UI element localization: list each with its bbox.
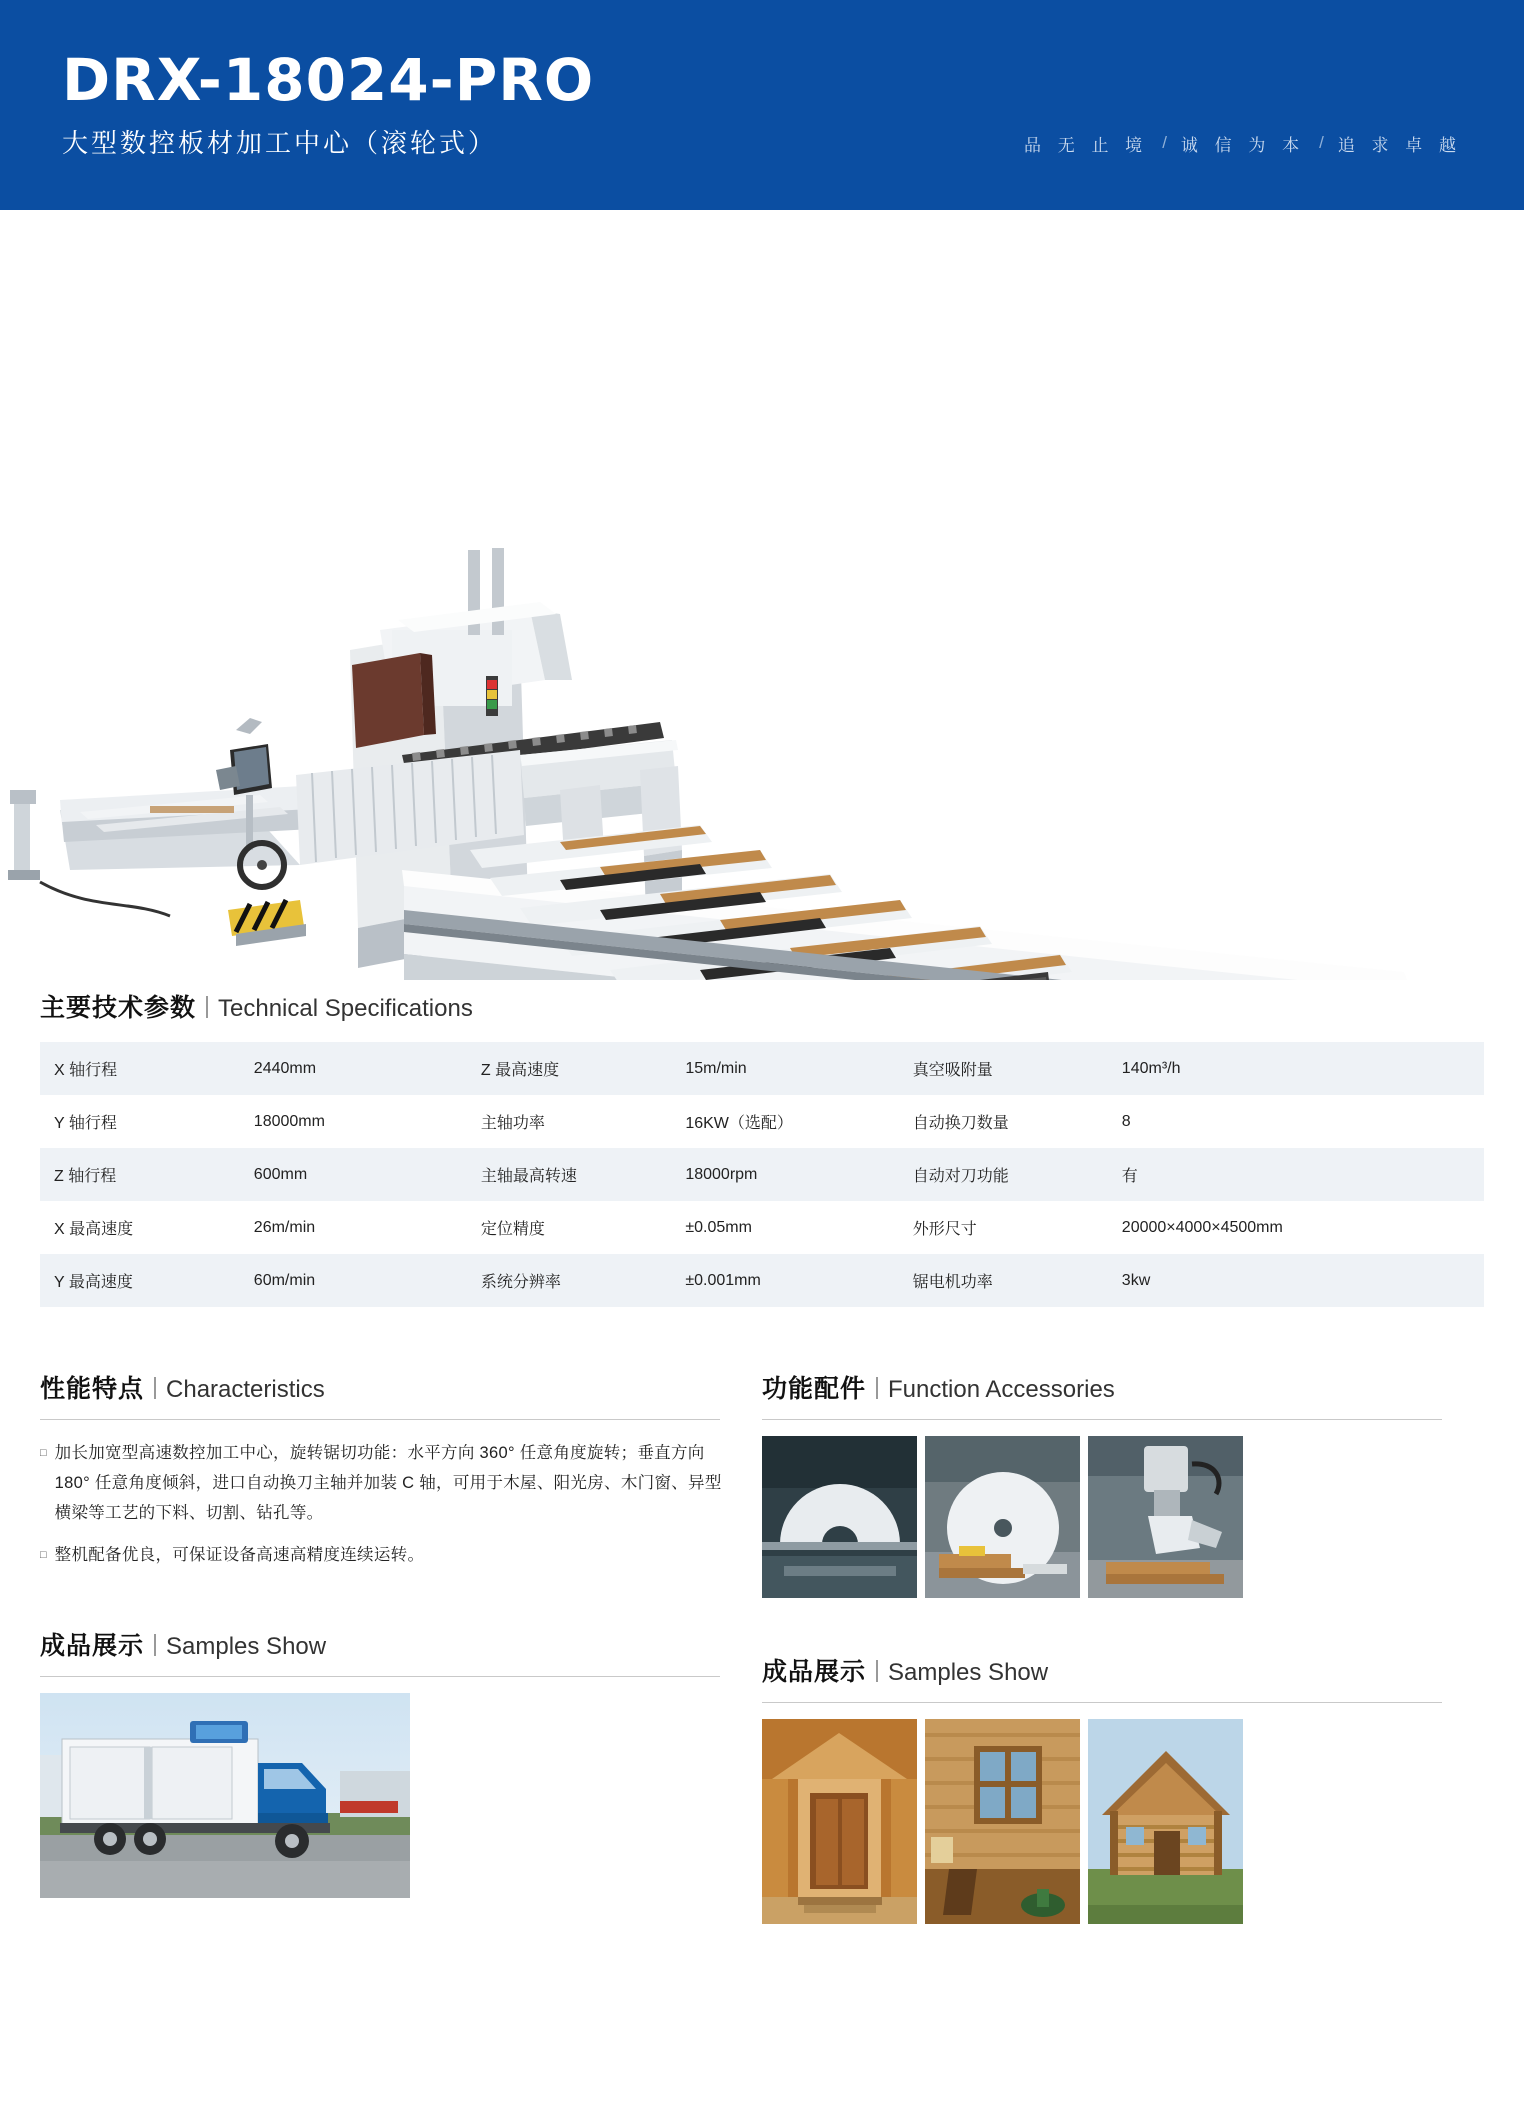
section-underline <box>40 1676 720 1677</box>
accessories-title <box>762 1369 1484 1405</box>
samples-left-title-cn: 成品展示 <box>40 1632 145 1660</box>
spec-label: Y 轴行程 <box>54 1115 117 1132</box>
spec-label: 外形尺寸 <box>912 1221 977 1238</box>
accessories-column <box>762 1369 1484 1924</box>
spec-label: X 轴行程 <box>54 1062 118 1079</box>
accessory-image-spindle-head <box>1088 1436 1243 1598</box>
bullet-square-icon: □ <box>40 1549 47 1561</box>
sample-image-truck <box>40 1693 410 1898</box>
spec-value: 20000×4000×4500mm <box>1121 1218 1283 1236</box>
spec-label: Y 最高速度 <box>54 1274 133 1291</box>
header-subrow <box>62 123 1462 160</box>
slogan-2: 诚 信 为 本 <box>1180 135 1306 155</box>
table-row <box>40 1254 1484 1307</box>
table-row <box>40 1201 1484 1254</box>
characteristics-title-en: Characteristics <box>166 1376 325 1403</box>
list-item <box>40 1438 722 1528</box>
table-row <box>40 1042 1484 1095</box>
characteristics-title <box>40 1369 762 1405</box>
samples-left-title-en: Samples Show <box>166 1633 327 1660</box>
spec-label: 系统分辨率 <box>480 1274 561 1291</box>
characteristics-column <box>40 1369 762 1924</box>
spec-value: 15m/min <box>685 1059 747 1077</box>
table-row <box>40 1148 1484 1201</box>
specs-title <box>0 988 1524 1024</box>
spec-label: 锯电机功率 <box>912 1274 993 1291</box>
spec-label: Z 最高速度 <box>480 1062 560 1079</box>
title-divider <box>154 1634 156 1656</box>
samples-right-image-row <box>762 1719 1484 1924</box>
samples-right-title <box>762 1652 1484 1688</box>
characteristic-text: 整机配备优良，可保证设备高速高精度连续运转。 <box>54 1546 425 1564</box>
machine-hero-image <box>0 210 1524 980</box>
sample-image-cabin-exterior <box>1088 1719 1243 1924</box>
samples-right-block <box>762 1652 1484 1924</box>
sample-image-cabin-interior <box>925 1719 1080 1924</box>
accessory-image-saw-blade-guard <box>762 1436 917 1598</box>
spec-value: 26m/min <box>253 1218 316 1236</box>
characteristic-text: 加长加宽型高速数控加工中心，旋转锯切功能：水平方向 360° 任意角度旋转；垂直方向 180° 任意角度倾斜，进口自动换刀主轴并加装 C 轴，可用于木屋、阳光房、木门窗、异型横梁等工艺的下料、切割、钻孔等。 <box>54 1444 722 1522</box>
section-underline <box>40 1419 720 1420</box>
accessories-title-en: Function Accessories <box>888 1376 1115 1403</box>
slogan-separator-2: / <box>1319 133 1324 153</box>
spec-value: 140m³/h <box>1121 1059 1181 1077</box>
samples-right-title-cn: 成品展示 <box>762 1658 867 1686</box>
title-divider <box>206 996 208 1018</box>
spec-label: X 最高速度 <box>54 1221 134 1238</box>
characteristics-title-cn: 性能特点 <box>40 1375 145 1403</box>
samples-left-title <box>40 1626 762 1662</box>
title-divider <box>876 1377 878 1399</box>
title-divider <box>154 1377 156 1399</box>
header-subtitle: 大型数控板材加工中心（滚轮式） <box>62 127 498 158</box>
spec-value: 600mm <box>253 1165 308 1183</box>
page-header <box>0 0 1524 210</box>
spec-value: 18000rpm <box>685 1165 758 1183</box>
spec-label: Z 轴行程 <box>54 1168 117 1185</box>
spec-value: 2440mm <box>253 1059 317 1077</box>
accessories-image-row <box>762 1436 1484 1598</box>
spec-value: 18000mm <box>253 1112 325 1130</box>
slogan-3: 追 求 卓 越 <box>1337 135 1462 155</box>
spec-value: ±0.05mm <box>685 1218 752 1236</box>
list-item <box>40 1540 722 1570</box>
slogan-1: 品 无 止 境 <box>1024 135 1149 155</box>
spec-value: 有 <box>1121 1168 1138 1185</box>
spec-label: 主轴功率 <box>480 1115 545 1132</box>
samples-right-title-en: Samples Show <box>888 1659 1049 1686</box>
section-underline <box>762 1419 1442 1420</box>
spec-value: 16KW（选配） <box>685 1115 793 1132</box>
specs-title-cn: 主要技术参数 <box>40 994 197 1022</box>
sample-image-wooden-door <box>762 1719 917 1924</box>
spec-value: 60m/min <box>253 1271 316 1289</box>
page-title: DRX-18024-PRO <box>62 46 595 115</box>
header-slogans <box>1024 131 1462 160</box>
spec-label: 自动对刀功能 <box>912 1168 1009 1185</box>
section-underline <box>762 1702 1442 1703</box>
specs-title-en: Technical Specifications <box>218 995 473 1022</box>
spec-label: 真空吸附量 <box>912 1062 993 1079</box>
bullet-square-icon: □ <box>40 1447 47 1459</box>
samples-left-block <box>40 1626 762 1898</box>
spec-label: 定位精度 <box>480 1221 545 1238</box>
specs-table <box>40 1042 1484 1307</box>
bottom-columns <box>0 1369 1524 1924</box>
spec-value: ±0.001mm <box>685 1271 761 1289</box>
spec-value: 3kw <box>1121 1271 1151 1289</box>
spec-label: 主轴最高转速 <box>480 1168 577 1185</box>
accessories-title-cn: 功能配件 <box>762 1375 867 1403</box>
characteristics-list <box>40 1438 762 1570</box>
spec-value: 8 <box>1121 1112 1131 1130</box>
table-row <box>40 1095 1484 1148</box>
specs-table-wrap <box>0 1042 1524 1307</box>
accessory-image-saw-blade-cutting <box>925 1436 1080 1598</box>
slogan-separator-1: / <box>1162 133 1167 153</box>
spec-label: 自动换刀数量 <box>912 1115 1009 1132</box>
title-divider <box>876 1660 878 1682</box>
